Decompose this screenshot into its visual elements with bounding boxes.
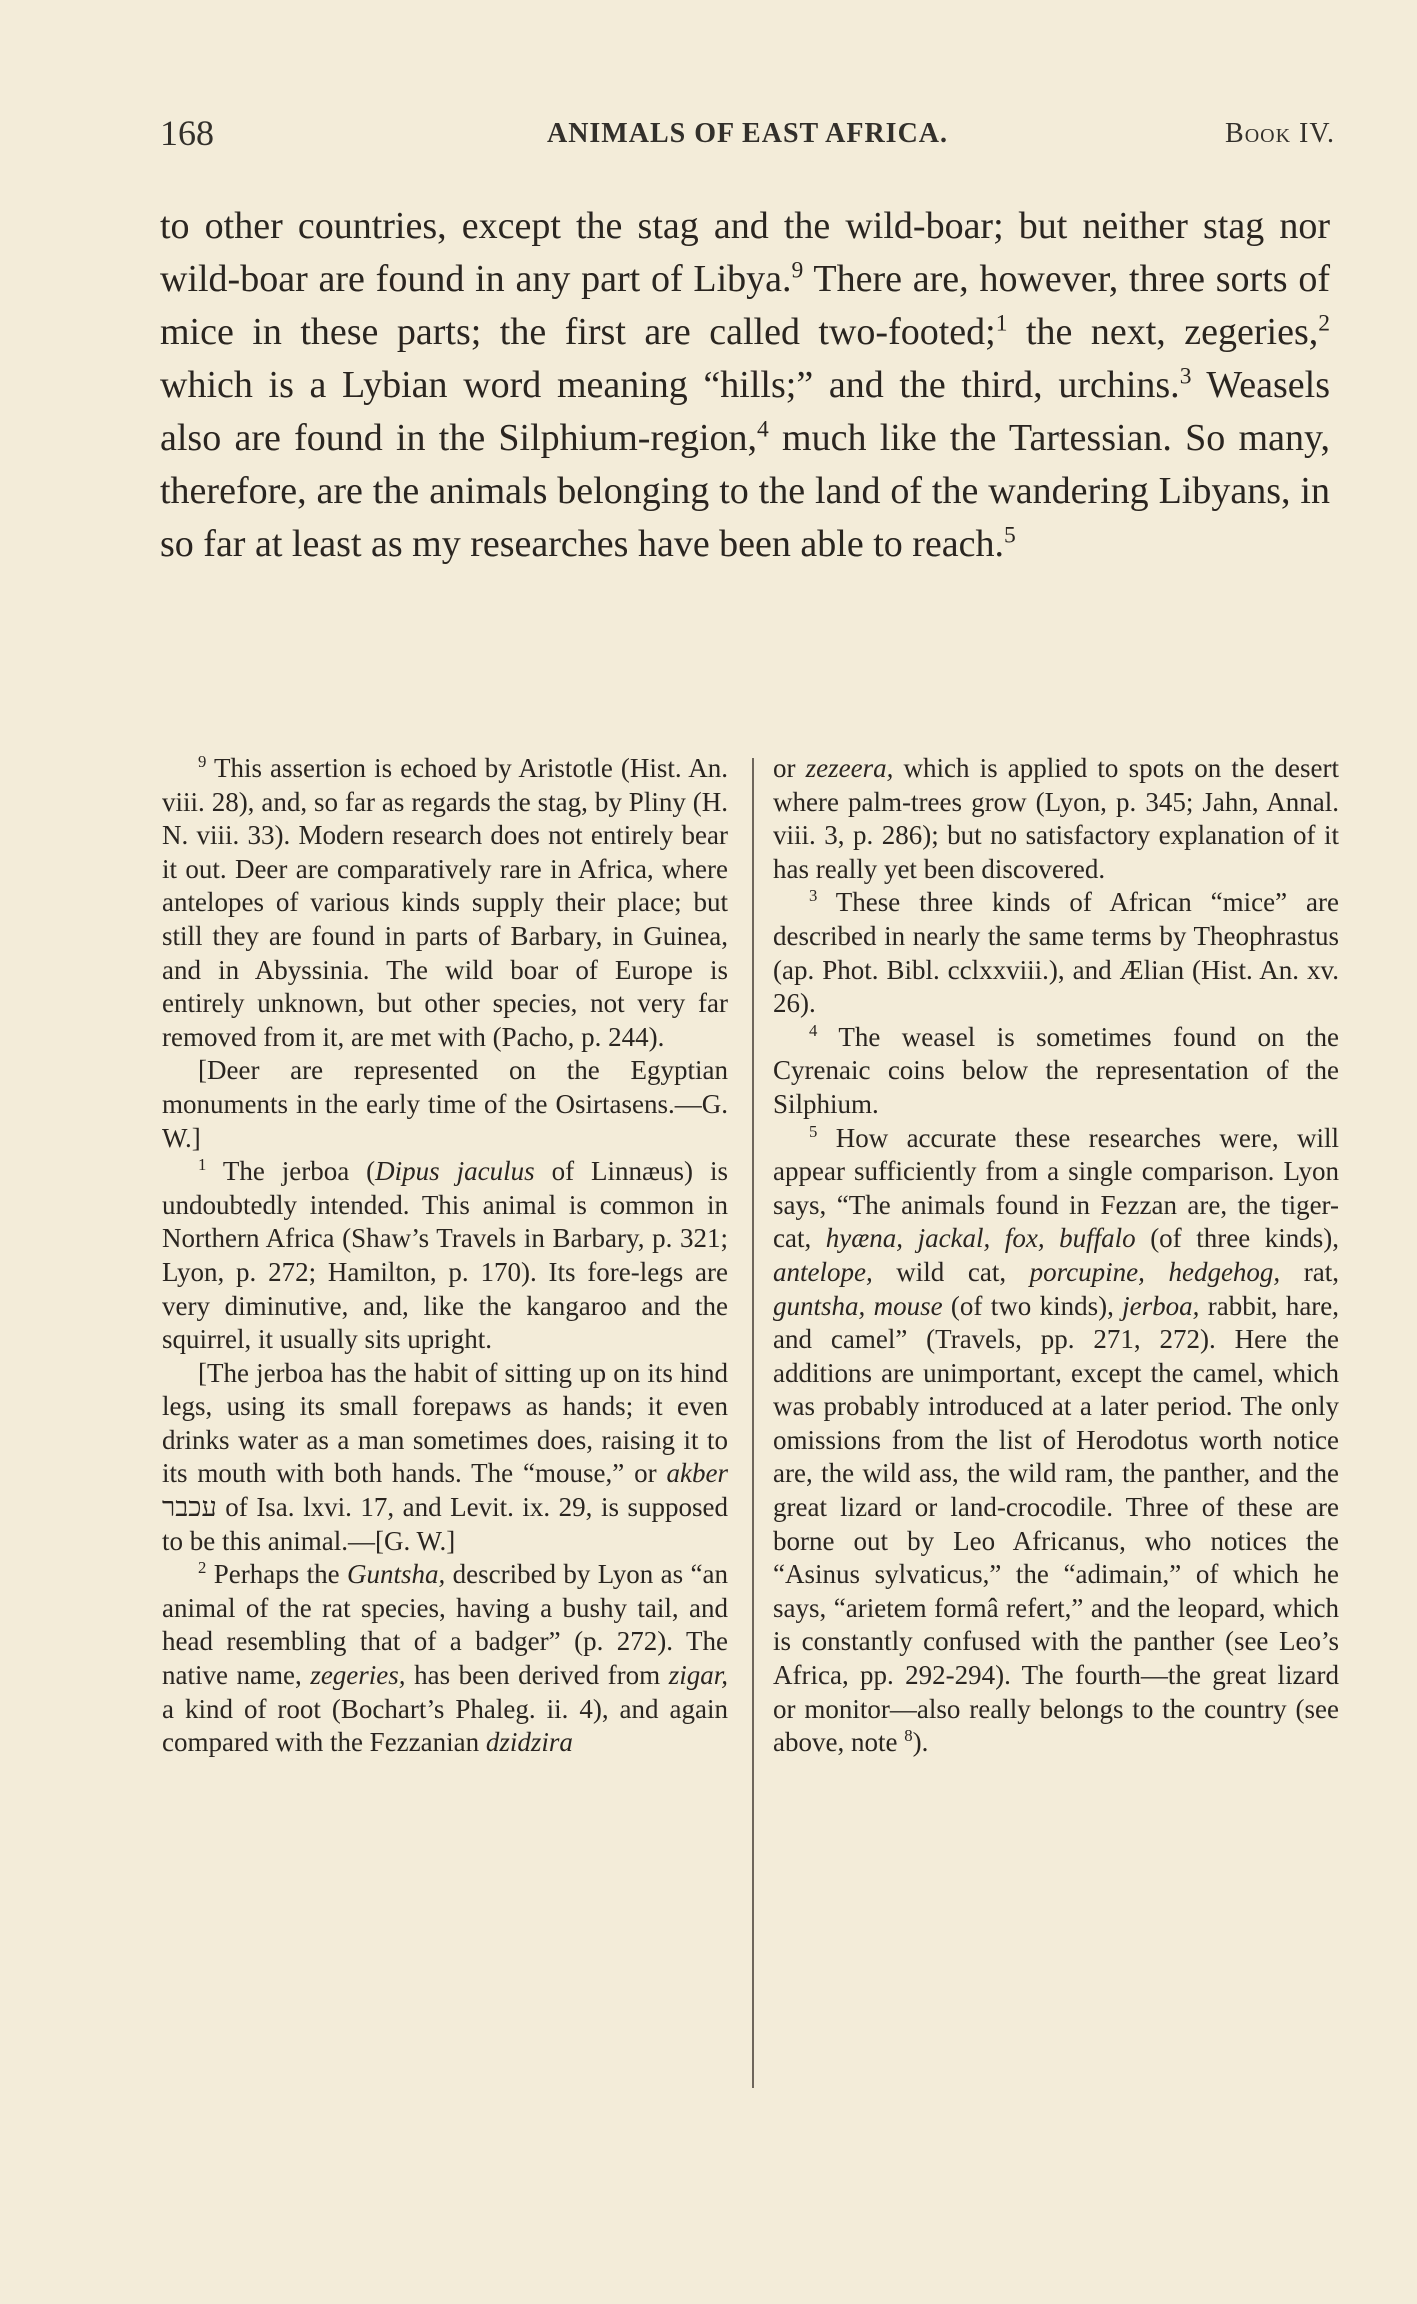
italic-text: hyæna, jackal, fox, buffalo	[825, 1223, 1136, 1254]
text-run: עכבר of Isa. lxvi. 17, and Levit. ix. 29, is supposed to be this animal.—[G. W.]	[162, 1492, 728, 1556]
text-run: has been derived from	[405, 1660, 669, 1691]
italic-text: Guntsha,	[346, 1559, 446, 1590]
italic-text: zigar,	[668, 1660, 728, 1691]
text-run: [Deer are represented on the Egyptian monuments in the early time of the Osirtasens.—G. W.]	[162, 1055, 728, 1153]
text-run: rabbit, hare, and camel” (Travels, pp. 271, 272). Here the additions are unimportant, except the camel, which was probably introduced at a later period. The only omissions from the list of Herodotus worth notice are, the wild ass, the wild ram, the panther, and the great lizard or land-crocodile. Three of these are borne out by Leo Africanus, who notices the “Asinus sylvaticus,” the “adimain,” of which he says, “arietem formâ refert,” and the leopard, which is constantly confused with the panther (see Leo’s Africa, pp. 292-294). The fourth—the great lizard or monitor—also really belongs to the country (see above, note	[773, 1290, 1340, 1758]
italic-text: Dipus jaculus	[375, 1156, 535, 1187]
italic-text: jerboa,	[1122, 1290, 1200, 1321]
text-run: wild cat,	[872, 1256, 1030, 1287]
page-header	[160, 112, 1335, 162]
text-run: (of two kinds),	[942, 1290, 1123, 1321]
footnote-paragraph	[773, 752, 1339, 886]
footnote-paragraph	[773, 886, 1339, 1020]
footnote-marker: 8	[904, 1726, 913, 1746]
footnote-marker: 4	[809, 1020, 818, 1040]
text-run: The jerboa (	[206, 1156, 376, 1187]
text-run: (of three kinds),	[1135, 1223, 1339, 1254]
text-run: to other countries, except the stag and the wild-boar; but neither stag nor wild-boar are found in any part of Libya.	[160, 205, 1330, 300]
footnote-marker: 4	[757, 416, 769, 443]
footnote-paragraph	[773, 1021, 1339, 1122]
footnote-marker: 2	[1318, 310, 1331, 337]
footnote-marker: 3	[1179, 363, 1192, 390]
text-run: There are, however, three sorts of mice in these parts; the first are called two-footed;	[160, 258, 1330, 353]
footnote-marker: 9	[791, 257, 804, 284]
italic-text: porcupine, hedgehog,	[1029, 1256, 1281, 1287]
footnote-paragraph	[773, 1122, 1339, 1760]
text-run: much like the Tartessian. So many, therefore, are the animals belonging to the land of the wandering Libyans, in so far at least as my researches have been able to reach.	[160, 417, 1330, 565]
text-run: the next, zegeries,	[1007, 311, 1319, 353]
italic-text: zegeries,	[310, 1660, 406, 1691]
main-paragraph	[160, 200, 1330, 571]
footnote-marker: 5	[809, 1121, 818, 1141]
text-run: a kind of root (Bochart’s Phaleg. ii. 4), and again compared with the Fezzanian	[162, 1693, 728, 1758]
text-run: Perhaps the	[206, 1559, 347, 1590]
text-run: The weasel is sometimes found on the Cyrenaic coins below the representation of the Silphium.	[773, 1021, 1339, 1119]
italic-text: antelope,	[773, 1256, 873, 1287]
text-run: This assertion is echoed by Aristotle (Hist. An. viii. 28), and, so far as regards the stag, by Pliny (H. N. viii. 33). Modern research does not entirely bear it out. Deer are comparatively rare in Africa, where antelopes of various kinds supply their place; but still they are found in parts of Barbary, in Guinea, and in Abyssinia. The wild boar of Europe is entirely unknown, but other species, not very far removed from it, are met with (Pacho, p. 244).	[162, 753, 728, 1052]
column-divider	[752, 758, 754, 2088]
footnote-paragraph	[162, 752, 728, 1054]
text-run: Weasels also are found in the Silphium-region,	[160, 364, 1330, 459]
text-run: or	[773, 753, 806, 783]
footnote-marker: 5	[1004, 522, 1016, 549]
text-run: rat,	[1280, 1256, 1339, 1287]
footnote-paragraph	[162, 1357, 728, 1559]
text-run: of Linnæus) is undoubtedly intended. This animal is common in Northern Africa (Shaw’s Travels in Barbary, p. 321; Lyon, p. 272; Hamilton, p. 170). Its fore-legs are very diminutive, and, like the kangaroo and the squirrel, it usually sits upright.	[162, 1156, 728, 1355]
footnotes-left-column	[162, 752, 728, 1760]
footnote-paragraph	[162, 1558, 728, 1760]
footnote-marker: 9	[198, 752, 207, 771]
footnotes	[162, 752, 1340, 2122]
italic-text: zezeera,	[805, 753, 894, 783]
text-run: which is applied to spots on the desert where palm-trees grow (Lyon, p. 345; Jahn, Annal. viii. 3, p. 286); but no satisfactory explanation of it has really yet been discovered.	[773, 753, 1339, 884]
italic-text: dzidzira	[485, 1727, 573, 1758]
page-number: 168	[160, 113, 214, 153]
text-run: described by Lyon as “an animal of the rat species, having a bushy tail, and head resembling that of a badger” (p. 272). The native name,	[162, 1559, 729, 1691]
footnotes-right-column	[773, 752, 1339, 1760]
footnote-marker: 2	[198, 1558, 207, 1578]
text-run: ).	[912, 1727, 929, 1758]
footnote-marker: 3	[809, 886, 818, 906]
footnote-paragraph	[162, 1155, 728, 1357]
footnote-paragraph	[162, 1054, 728, 1155]
italic-text: guntsha, mouse	[773, 1290, 943, 1321]
italic-text: akber	[666, 1458, 728, 1489]
running-title: ANIMALS OF EAST AFRICA.	[546, 118, 949, 149]
text-run: which is a Lybian word meaning “hills;” and the third, urchins.	[160, 364, 1180, 406]
book-label: Book IV.	[1225, 118, 1335, 149]
text-run: How accurate these researches were, will appear sufficiently from a single comparison. Lyon says, “The animals found in Fezzan are, the tiger-cat,	[773, 1122, 1339, 1254]
text-run: [The jerboa has the habit of sitting up on its hind legs, using its small forepaws as hands; it even drinks water as a man sometimes does, raising it to its mouth with both hands. The “mouse,” or	[162, 1357, 728, 1489]
footnote-marker: 1	[995, 310, 1008, 337]
text-run: These three kinds of African “mice” are described in nearly the same terms by Theophrastus (ap. Phot. Bibl. cclxxviii.), and Ælian (Hist. An. xv. 26).	[773, 887, 1339, 1019]
footnote-marker: 1	[198, 1155, 207, 1175]
